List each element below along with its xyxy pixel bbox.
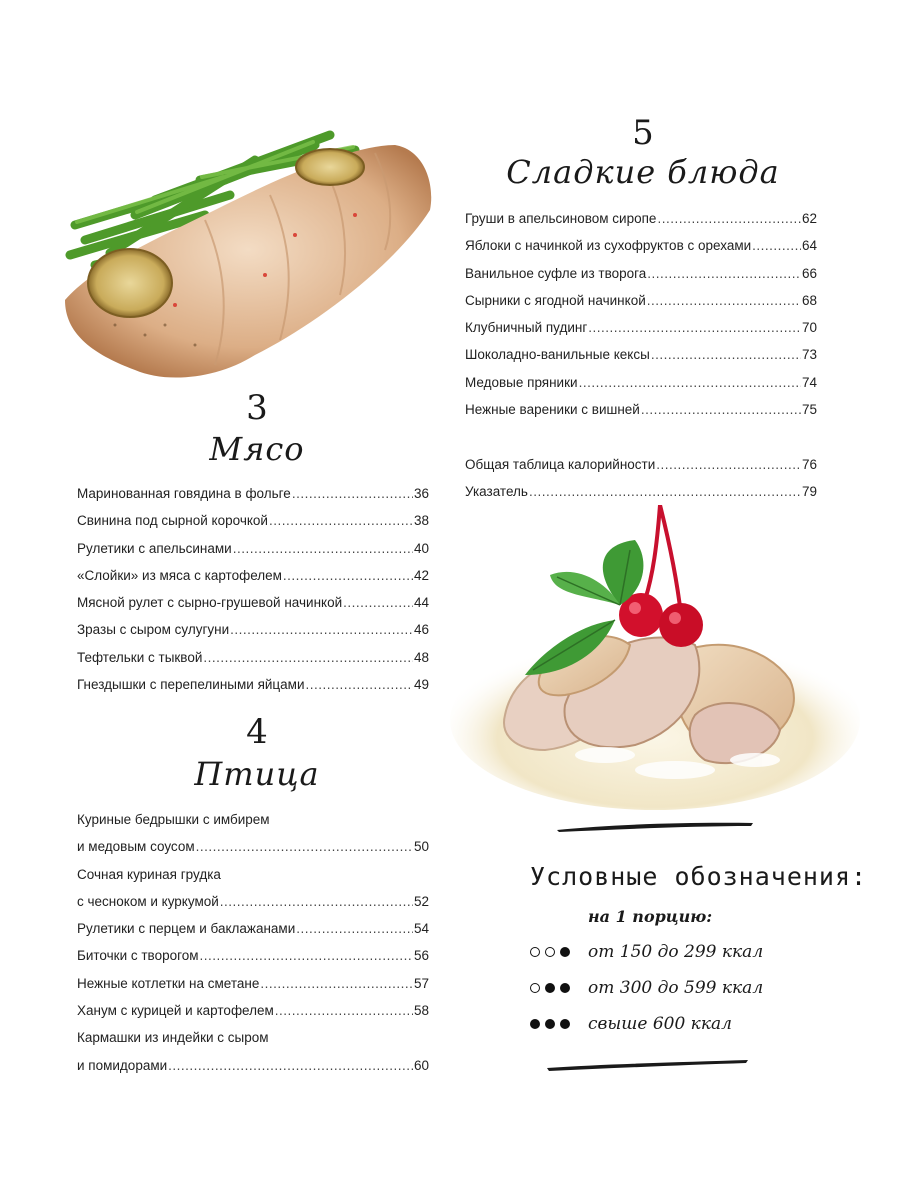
- toc-page-number: 48: [413, 649, 429, 665]
- brush-stroke-divider: [545, 1058, 750, 1072]
- dot-leader: [283, 562, 413, 589]
- toc-entry-title: Зразы с сыром сулугуни: [77, 622, 230, 638]
- empty-dot-icon: [545, 947, 555, 957]
- toc-page-number: 64: [801, 238, 817, 254]
- toc-page-number: 40: [413, 540, 429, 556]
- legend-row: [530, 1014, 732, 1034]
- toc-entry-title: Яблоки с начинкой из сухофруктов с орехами: [465, 238, 752, 254]
- filled-dot-icon: [545, 1019, 555, 1029]
- toc-entry[interactable]: [77, 507, 429, 534]
- toc-entry-title: Маринованная говядина в фольге: [77, 486, 291, 501]
- toc-entry[interactable]: [465, 341, 817, 368]
- chicken-with-green-beans-photo: [55, 125, 440, 390]
- empty-dot-icon: [530, 983, 540, 993]
- toc-entry-title: Клубничный пудинг: [465, 320, 588, 336]
- dot-leader: [168, 1052, 413, 1079]
- dot-leader: [647, 260, 801, 287]
- filled-dot-icon: [560, 1019, 570, 1029]
- toc-entry[interactable]: [77, 535, 429, 562]
- toc-entry-title: Ванильное суфле из творога: [465, 265, 647, 281]
- toc-page-number: 56: [413, 948, 429, 964]
- dot-leader: [200, 942, 413, 969]
- section-3-toc: [77, 480, 429, 698]
- toc-entry[interactable]: [77, 644, 429, 671]
- toc-entry[interactable]: [77, 970, 429, 997]
- toc-entry-title: и помидорами: [77, 1057, 168, 1073]
- legend-row: [530, 978, 763, 998]
- filled-dot-icon: [545, 983, 555, 993]
- legend-subtitle: на 1 порцию:: [588, 907, 713, 926]
- dot-leader: [292, 480, 413, 507]
- toc-entry-title: Кармашки из индейки с сыром: [77, 1030, 269, 1046]
- toc-page-number: 68: [801, 292, 817, 308]
- toc-entry-title: Тефтельки с тыквой: [77, 649, 203, 665]
- toc-entry-title: «Слойки» из мяса с картофелем: [77, 567, 282, 583]
- toc-entry[interactable]: [77, 888, 429, 915]
- toc-entry[interactable]: [465, 287, 817, 314]
- toc-entry-title: Ханум с курицей и картофелем: [77, 1003, 274, 1019]
- toc-entry-title: Свинина под сырной корочкой: [77, 513, 268, 529]
- toc-page-number: 75: [801, 402, 817, 418]
- toc-entry[interactable]: [465, 478, 817, 505]
- toc-entry[interactable]: [77, 1052, 429, 1079]
- toc-entry[interactable]: [77, 671, 429, 698]
- filled-dot-icon: [530, 1019, 540, 1029]
- toc-page-number: 49: [413, 677, 429, 693]
- dot-leader: [203, 644, 413, 671]
- section-4-toc: [77, 806, 429, 1079]
- filled-dot-icon: [560, 947, 570, 957]
- toc-entry[interactable]: [77, 833, 429, 860]
- toc-entry-title: Медовые пряники: [465, 374, 578, 390]
- toc-entry[interactable]: [77, 915, 429, 942]
- section-3-title: Мясо: [209, 430, 305, 468]
- toc-entry[interactable]: [77, 616, 429, 643]
- filled-dot-icon: [560, 983, 570, 993]
- toc-entry-title: Сочная куриная грудка: [77, 866, 221, 882]
- dot-leader: [641, 396, 801, 423]
- legend-label: от 300 до 599 ккал: [588, 978, 764, 998]
- toc-page-number: 79: [801, 484, 817, 500]
- dot-leader: [752, 232, 801, 259]
- toc-page-number: 42: [413, 567, 429, 583]
- legend-row: [530, 942, 763, 962]
- section-5-title: Сладкие блюда: [506, 153, 780, 191]
- dot-leader: [657, 205, 801, 232]
- toc-page-number: 62: [801, 211, 817, 226]
- dot-leader: [230, 616, 413, 643]
- toc-entry-title: Общая таблица калорийности: [465, 457, 656, 472]
- calorie-dots-icon: [530, 947, 570, 957]
- toc-page-number: 50: [413, 839, 429, 855]
- toc-entry[interactable]: [77, 942, 429, 969]
- toc-entry[interactable]: [465, 314, 817, 341]
- dot-leader: [260, 970, 413, 997]
- dot-leader: [196, 833, 413, 860]
- toc-entry-title: Мясной рулет с сырно-грушевой начинкой: [77, 595, 343, 611]
- toc-page-number: 70: [801, 320, 817, 336]
- dot-leader: [269, 507, 413, 534]
- dot-leader: [529, 478, 801, 505]
- toc-entry[interactable]: [465, 232, 817, 259]
- toc-page-number: 44: [413, 595, 429, 611]
- empty-dot-icon: [530, 947, 540, 957]
- toc-entry[interactable]: [77, 480, 429, 507]
- legend-title: Условные обозначения:: [530, 862, 868, 891]
- toc-entry-title: Указатель: [465, 484, 528, 500]
- toc-entry-title: Нежные вареники с вишней: [465, 402, 640, 418]
- toc-entry-title: Нежные котлетки на сметане: [77, 975, 260, 991]
- appendix-toc: [465, 451, 817, 506]
- toc-page-number: 46: [413, 622, 429, 638]
- dot-leader: [220, 888, 413, 915]
- toc-entry[interactable]: [77, 589, 429, 616]
- toc-page-number: 52: [413, 893, 429, 909]
- toc-page-number: 38: [413, 513, 429, 529]
- dot-leader: [306, 671, 413, 698]
- toc-entry[interactable]: [77, 997, 429, 1024]
- toc-entry-title: Куриные бедрышки с имбирем: [77, 812, 270, 827]
- dot-leader: [656, 451, 801, 478]
- toc-entry[interactable]: [77, 562, 429, 589]
- section-4-title: Птица: [194, 755, 320, 793]
- dot-leader: [233, 535, 413, 562]
- toc-entry[interactable]: [465, 205, 817, 232]
- toc-page-number: 54: [413, 921, 429, 937]
- toc-entry-title: Груши в апельсиновом сиропе: [465, 211, 657, 226]
- dot-leader: [296, 915, 413, 942]
- section-5-toc: [465, 205, 817, 423]
- toc-entry-title: Рулетики с перцем и баклажанами: [77, 921, 296, 937]
- legend-label: свыше 600 ккал: [588, 1014, 732, 1034]
- toc-entry[interactable]: [465, 396, 817, 423]
- toc-entry[interactable]: [465, 451, 817, 478]
- brush-stroke-divider: [555, 820, 755, 834]
- dot-leader: [275, 997, 413, 1024]
- toc-entry-title: Рулетики с апельсинами: [77, 540, 232, 556]
- toc-page-number: 66: [801, 265, 817, 281]
- section-4-number: 4: [246, 712, 268, 752]
- toc-entry-title: Шоколадно-ванильные кексы: [465, 347, 650, 363]
- toc-page-number: 73: [801, 347, 817, 363]
- calorie-dots-icon: [530, 983, 570, 993]
- toc-entry-title: Гнездышки с перепелиными яйцами: [77, 677, 305, 693]
- toc-entry[interactable]: [465, 369, 817, 396]
- toc-entry-title: и медовым соусом: [77, 839, 195, 855]
- section-5-number: 5: [632, 113, 654, 153]
- dot-leader: [579, 369, 801, 396]
- dot-leader: [343, 589, 413, 616]
- toc-page-number: 57: [413, 975, 429, 991]
- legend-label: от 150 до 299 ккал: [588, 942, 764, 962]
- calorie-dots-icon: [530, 1019, 570, 1029]
- dot-leader: [647, 287, 801, 314]
- toc-page-number: 60: [413, 1057, 429, 1073]
- toc-entry-title: Сырники с ягодной начинкой: [465, 292, 646, 308]
- dot-leader: [651, 341, 801, 368]
- toc-entry-title: с чесноком и куркумой: [77, 893, 219, 909]
- section-3-number: 3: [246, 388, 268, 428]
- vareniki-with-cherries-photo: [445, 505, 865, 815]
- toc-page-number: 58: [413, 1003, 429, 1019]
- toc-page-number: 74: [801, 374, 817, 390]
- toc-page-number: 36: [413, 486, 429, 501]
- toc-entry[interactable]: [465, 260, 817, 287]
- toc-entry-title: Биточки с творогом: [77, 948, 199, 964]
- toc-page-number: 76: [801, 457, 817, 472]
- dot-leader: [588, 314, 801, 341]
